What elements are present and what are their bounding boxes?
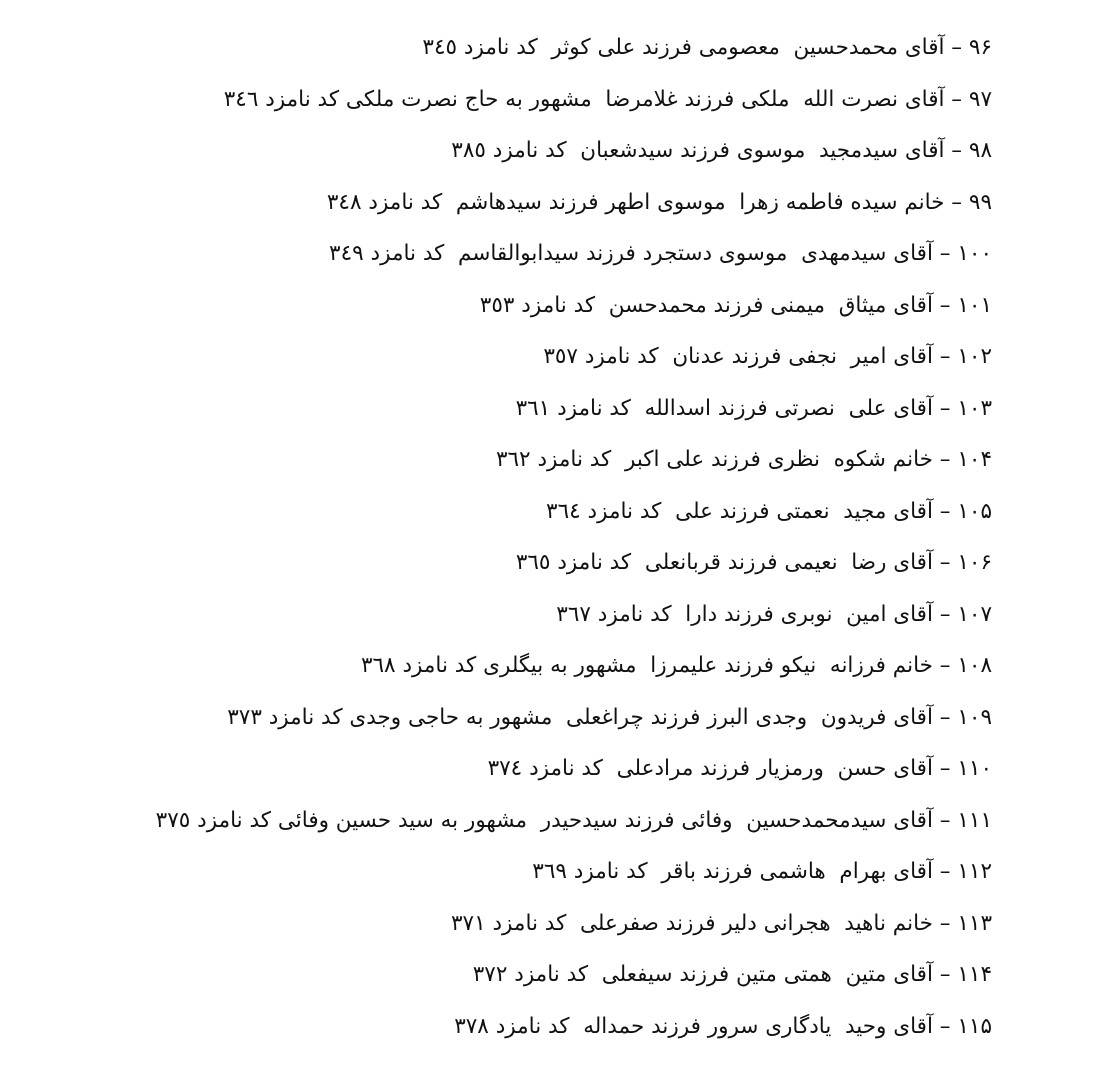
entry-separator: – — [932, 910, 958, 936]
candidate-father: فرزند صفرعلی — [580, 910, 716, 936]
spacer — [692, 35, 699, 60]
candidate-entry — [20, 82, 992, 134]
candidate-title: آقای — [904, 35, 945, 60]
spacer — [631, 550, 645, 575]
candidate-code: ٣٧٥ — [155, 807, 191, 833]
candidate-code: ٣٦٨ — [360, 653, 396, 678]
candidate-name: میثاق میمنی — [770, 292, 887, 318]
candidate-name: نصرت الله ملکی — [741, 86, 898, 112]
candidate-father: فرزند سیفعلی — [601, 962, 730, 987]
candidate-name: سیدمحمدحسین وفائی — [681, 807, 887, 833]
entry-number: ۹۹ — [968, 189, 992, 215]
candidate-father: فرزند دارا — [685, 601, 774, 627]
candidate-code-label: کد نامزد — [573, 859, 648, 884]
spacer — [774, 653, 781, 678]
candidate-entry — [20, 957, 992, 1009]
spacer — [750, 756, 757, 781]
candidate-code-label: کد نامزد — [587, 498, 662, 524]
entry-separator: – — [932, 292, 958, 318]
candidate-code-label: کد نامزد — [463, 35, 538, 60]
spacer — [339, 87, 346, 112]
entry-number: ۱۱۵ — [957, 1013, 992, 1039]
candidate-code: ٣٥٣ — [479, 292, 515, 318]
candidate-code: ٣٦٧ — [556, 601, 591, 627]
candidate-entry — [20, 751, 992, 803]
candidate-name: حسن ورمزیار — [756, 756, 887, 781]
candidate-name: بهرام هاشمی — [759, 859, 887, 884]
entry-separator: – — [944, 189, 969, 215]
candidate-father: فرزند غلامرضا — [605, 86, 735, 112]
candidate-title: آقای — [893, 292, 933, 318]
candidate-name: امیر نجفی — [788, 344, 887, 369]
entry-number: ۱۰۸ — [957, 653, 992, 678]
candidate-name: سیدمهدی موسوی دستجرد — [642, 241, 887, 266]
entry-separator: – — [944, 35, 969, 60]
candidate-entry — [20, 391, 992, 443]
spacer — [672, 602, 686, 627]
candidate-title: خانم — [892, 447, 933, 472]
entry-separator: – — [932, 859, 958, 884]
candidate-code: ٣٨٥ — [451, 138, 486, 163]
candidate-name: سیده فاطمه زهرا موسوی اطهر — [605, 189, 898, 215]
candidate-title: آقای — [893, 241, 933, 266]
candidate-code-label: کد نامزد — [495, 1013, 570, 1039]
candidate-title: آقای — [893, 601, 933, 627]
entry-number: ۹۶ — [968, 35, 992, 60]
candidate-title: آقای — [893, 344, 933, 369]
candidate-father: فرزند حمداله — [583, 1013, 701, 1039]
candidate-father: فرزند باقر — [661, 859, 753, 884]
candidate-father: فرزند عدنان — [672, 344, 782, 369]
candidate-father: فرزند چراغعلی — [566, 704, 701, 730]
candidate-code: ٣٤٨ — [326, 189, 362, 215]
spacer — [538, 35, 552, 60]
candidate-father: فرزند سیدحیدر — [540, 807, 675, 833]
entry-separator: – — [944, 138, 969, 163]
candidate-father: فرزند علی اکبر — [624, 447, 761, 472]
candidate-title: خانم — [904, 189, 945, 215]
spacer — [588, 962, 602, 987]
spacer — [603, 756, 617, 781]
candidate-code-label: کد نامزد — [368, 189, 443, 215]
spacer — [729, 962, 736, 987]
spacer — [552, 705, 566, 730]
spacer — [886, 911, 893, 936]
candidate-name: محمدحسین معصومی — [698, 35, 898, 60]
entry-number: ۱۱۱ — [957, 807, 992, 833]
candidate-entry — [20, 1009, 992, 1061]
candidate-code: ٣٦١ — [515, 395, 551, 421]
candidate-list — [20, 30, 992, 1060]
candidate-title: آقای — [893, 962, 933, 987]
entry-separator: – — [932, 704, 958, 730]
candidate-alias: مشهور به حاج نصرت ملکی — [345, 86, 592, 112]
entry-number: ۱۰۱ — [957, 292, 992, 318]
candidate-alias: مشهور به حاجی وجدی — [349, 704, 553, 730]
spacer — [631, 396, 645, 421]
entry-separator: – — [932, 447, 958, 472]
spacer — [648, 859, 662, 884]
candidate-name: سیدمجید موسوی — [736, 138, 898, 163]
candidate-title: آقای — [904, 138, 945, 163]
candidate-code-label: کد نامزد — [514, 962, 589, 987]
spacer — [364, 241, 371, 266]
candidate-code: ٣٧٢ — [472, 962, 508, 987]
entry-separator: – — [932, 962, 958, 987]
entry-number: ۱۰۴ — [957, 447, 992, 472]
candidate-father: فرزند سیدابوالقاسم — [458, 241, 636, 266]
candidate-entry — [20, 906, 992, 958]
candidate-father: فرزند اسدالله — [644, 395, 768, 421]
candidate-title: آقای — [893, 807, 933, 833]
candidate-title: خانم — [892, 653, 933, 678]
spacer — [442, 190, 456, 215]
candidate-entry — [20, 236, 992, 288]
candidate-entry — [20, 854, 992, 906]
spacer — [595, 293, 609, 318]
entry-number: ۱۰۹ — [957, 704, 992, 730]
candidate-title: آقای — [893, 859, 933, 884]
spacer — [592, 87, 606, 112]
candidate-code-label: کد نامزد — [265, 86, 340, 112]
entry-number: ۱۰۵ — [957, 498, 992, 524]
candidate-code-label: کد نامزد — [492, 910, 567, 936]
candidate-title: آقای — [893, 395, 933, 421]
candidate-entry — [20, 185, 992, 237]
candidate-father: فرزند علی — [675, 498, 770, 524]
entry-number: ۱۰۶ — [957, 550, 992, 575]
candidate-code-label: کد نامزد — [402, 653, 477, 678]
spacer — [566, 911, 580, 936]
candidate-entry — [20, 133, 992, 185]
entry-number: ۱۱۲ — [957, 859, 992, 884]
candidate-code-label: کد نامزد — [521, 292, 596, 318]
spacer — [774, 602, 781, 627]
spacer — [591, 602, 598, 627]
spacer — [567, 138, 581, 163]
candidate-father: فرزند سیدهاشم — [455, 189, 599, 215]
spacer — [768, 396, 775, 421]
candidate-code-label: کد نامزد — [370, 241, 445, 266]
candidate-title: آقای — [893, 704, 933, 730]
candidate-code-label: کد نامزد — [537, 447, 612, 472]
candidate-code-label: کد نامزد — [268, 704, 343, 730]
spacer — [570, 1014, 584, 1039]
candidate-code: ٣٤٩ — [329, 241, 364, 266]
spacer — [886, 653, 893, 678]
candidate-name: متین همتی متین — [736, 962, 887, 987]
candidate-father: فرزند علیمرزا — [650, 653, 774, 678]
spacer — [761, 447, 768, 472]
candidate-name: فرزانه نیکو — [780, 653, 886, 678]
spacer — [898, 138, 905, 163]
spacer — [611, 447, 625, 472]
spacer — [730, 138, 737, 163]
candidate-father: فرزند محمدحسن — [608, 292, 764, 318]
spacer — [659, 344, 673, 369]
candidate-entry — [20, 648, 992, 700]
candidate-title: آقای — [893, 756, 933, 781]
candidate-name: شکوه نظری — [767, 447, 886, 472]
candidate-name: امین نوبری — [780, 601, 887, 627]
spacer — [637, 653, 651, 678]
spacer — [661, 499, 675, 524]
candidate-name: علی نصرتی — [774, 395, 887, 421]
spacer — [486, 138, 493, 163]
candidate-name: فریدون وجدی البرز — [707, 704, 887, 730]
spacer — [701, 1014, 708, 1039]
candidate-code-label: کد نامزد — [557, 550, 632, 575]
candidate-code: ٣٧٣ — [227, 704, 262, 730]
candidate-code-label: کد نامزد — [597, 601, 672, 627]
candidate-title: آقای — [904, 86, 945, 112]
candidate-title: آقای — [893, 498, 933, 524]
candidate-code: ٣٧٤ — [487, 756, 523, 781]
entry-separator: – — [932, 807, 958, 833]
candidate-name: ناهید هجرانی دلیر — [722, 910, 886, 936]
candidate-title: آقای — [893, 550, 933, 575]
spacer — [886, 447, 893, 472]
candidate-code: ٣٧١ — [450, 910, 486, 936]
candidate-code: ٣٦٩ — [532, 859, 567, 884]
candidate-entry — [20, 30, 992, 82]
candidate-code: ٣٤٦ — [223, 86, 259, 112]
entry-number: ۹۷ — [968, 86, 992, 112]
candidate-code-label: کد نامزد — [492, 138, 567, 163]
candidate-code: ٣٦٢ — [495, 447, 531, 472]
candidate-entry — [20, 288, 992, 340]
candidate-code: ٣٦٤ — [546, 498, 581, 524]
candidate-code-label: کد نامزد — [197, 807, 272, 833]
spacer — [581, 499, 588, 524]
entry-number: ۱۱۰ — [957, 756, 992, 781]
candidate-entry — [20, 494, 992, 546]
spacer — [578, 344, 585, 369]
spacer — [527, 808, 541, 833]
candidate-father: فرزند قربانعلی — [644, 550, 778, 575]
spacer — [898, 35, 905, 60]
candidate-entry — [20, 700, 992, 752]
candidate-entry — [20, 442, 992, 494]
candidate-entry — [20, 545, 992, 597]
entry-separator: – — [932, 498, 958, 524]
spacer — [489, 1014, 496, 1039]
entry-separator: – — [932, 344, 958, 369]
entry-separator: – — [932, 653, 958, 678]
entry-separator: – — [944, 86, 969, 112]
candidate-code: ٣٤٥ — [422, 35, 458, 60]
candidate-entry — [20, 803, 992, 855]
candidate-name: رضا نعیمی — [784, 550, 887, 575]
candidate-father: فرزند علی کوثر — [551, 35, 692, 60]
candidate-code: ٣٥٧ — [543, 344, 578, 369]
entry-number: ۱۱۳ — [957, 910, 992, 936]
candidate-alias: مشهور به سید حسین وفائی — [277, 807, 528, 833]
entry-number: ۱۱۴ — [957, 962, 992, 987]
candidate-entry — [20, 597, 992, 649]
spacer — [636, 241, 643, 266]
candidate-name: مجید نعمتی — [776, 498, 887, 524]
spacer — [262, 705, 269, 730]
candidate-code-label: کد نامزد — [584, 344, 659, 369]
spacer — [444, 241, 458, 266]
candidate-father: فرزند مرادعلی — [616, 756, 751, 781]
entry-number: ۱۰۳ — [957, 395, 992, 421]
entry-separator: – — [932, 1013, 958, 1039]
entry-number: ۱۰۷ — [957, 601, 992, 627]
candidate-code: ٣٧٨ — [454, 1013, 489, 1039]
candidate-code: ٣٦٥ — [515, 550, 551, 575]
candidate-father: فرزند سیدشعبان — [580, 138, 730, 163]
entry-separator: – — [932, 601, 958, 627]
entry-separator: – — [932, 756, 958, 781]
spacer — [567, 859, 574, 884]
spacer — [898, 87, 905, 112]
entry-separator: – — [932, 550, 958, 575]
candidate-name: وحید یادگاری سرور — [707, 1013, 887, 1039]
candidate-code-label: کد نامزد — [529, 756, 603, 781]
candidate-entry — [20, 339, 992, 391]
candidate-title: آقای — [893, 1013, 933, 1039]
entry-number: ۱۰۲ — [957, 344, 992, 369]
candidate-alias: مشهور به بیگلری — [483, 653, 637, 678]
entry-separator: – — [932, 395, 958, 421]
spacer — [271, 808, 278, 833]
candidate-code-label: کد نامزد — [557, 395, 631, 421]
entry-separator: – — [932, 241, 958, 266]
spacer — [457, 35, 464, 60]
candidate-title: خانم — [892, 910, 933, 936]
entry-number: ۹۸ — [968, 138, 992, 163]
entry-number: ۱۰۰ — [957, 241, 992, 266]
